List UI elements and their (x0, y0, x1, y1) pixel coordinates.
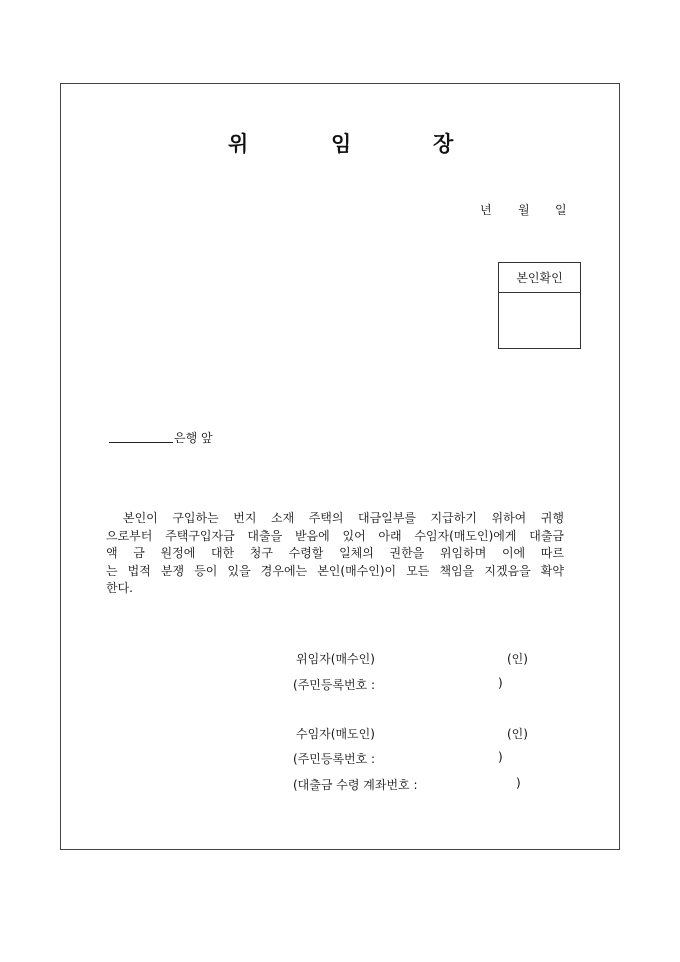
body-line: 한다. (106, 581, 133, 595)
delegatee-seal: (인) (507, 727, 528, 741)
date-day: 일 (555, 203, 567, 217)
date-month: 월 (518, 203, 530, 217)
delegator-seal: (인) (507, 652, 528, 666)
body-line: 액 금 원정에 대한 청구 수령할 일체의 권한을 위임하며 이에 따르 (106, 546, 564, 560)
identity-confirmation-label: 본인확인 (499, 263, 580, 293)
account-number-close: ) (516, 776, 521, 790)
delegator-id-label: (주민등록번호 : (293, 678, 376, 692)
title-char-1: 위 (228, 131, 249, 156)
bank-name-blank (109, 430, 173, 443)
title-char-2: 임 (331, 131, 352, 156)
delegatee-id-close: ) (498, 750, 503, 764)
delegatee-label: 수임자(매도인) (296, 727, 375, 741)
body-line: 는 법적 분쟁 등이 있을 경우에는 본인(매수인)이 모든 책임을 지겠음을 확약 (106, 563, 564, 578)
bank-addressee: 은행 앞 (174, 431, 213, 445)
delegator-id-close: ) (498, 676, 503, 690)
identity-confirmation-box (498, 262, 581, 349)
body-line: 으로부터 주택구입자금 대출을 받음에 있어 아래 수임자(매도인)에게 대출금 (106, 528, 564, 543)
account-number-label: (대출금 수령 계좌번호 : (293, 778, 418, 792)
body-line: 본인이 구입하는 번지 소재 주택의 대금일부를 지급하기 위하여 귀행 (123, 511, 564, 525)
delegator-label: 위임자(매수인) (296, 652, 375, 666)
delegation-body (106, 510, 564, 598)
date-year: 년 (480, 203, 492, 217)
delegatee-id-label: (주민등록번호 : (293, 752, 376, 766)
title-char-3: 장 (433, 131, 454, 156)
